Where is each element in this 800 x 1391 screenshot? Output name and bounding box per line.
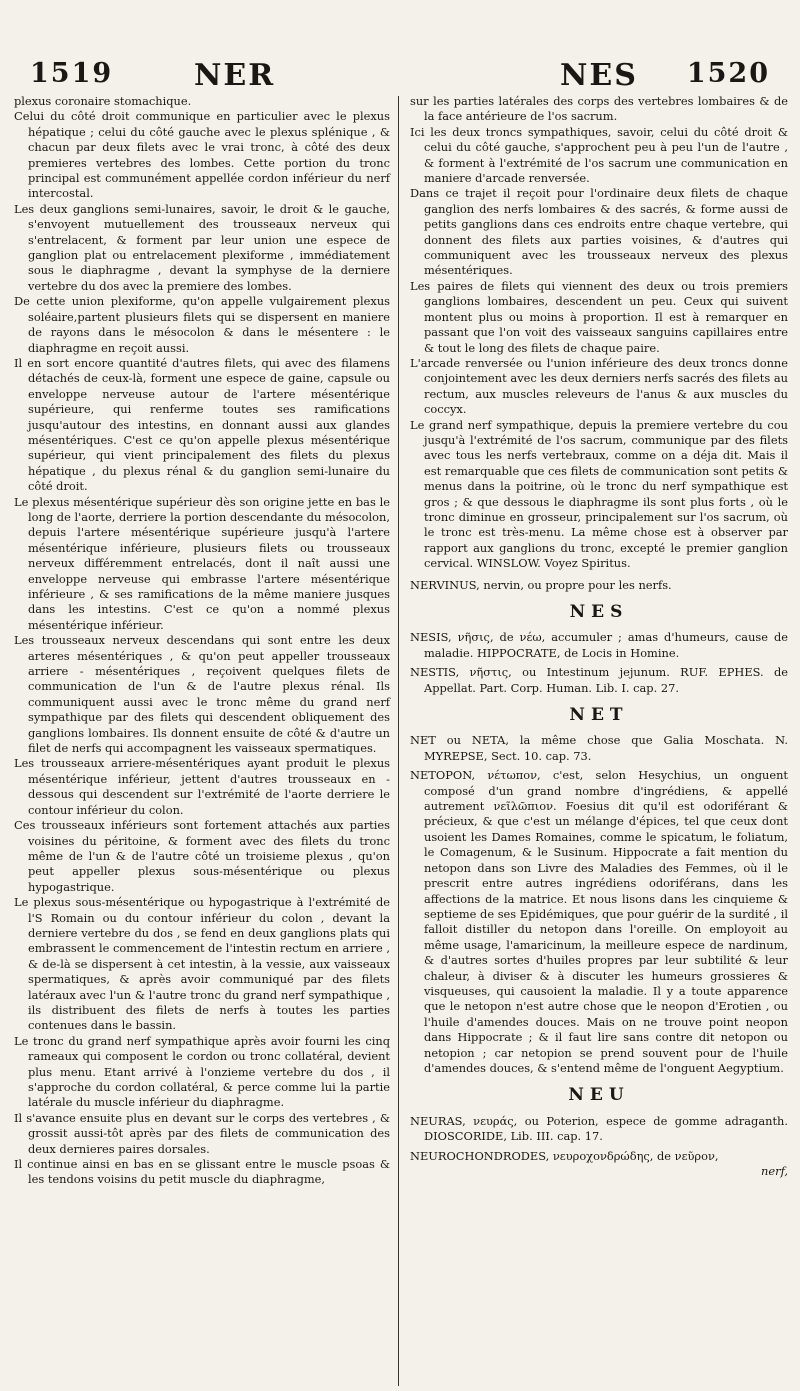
paragraph: Les trousseaux nerveux descendans qui sont entre les deux arteres mésentériques , & qu'on peut appeller trousseaux arriere - mésentériques , reçoivent quelques filets de communication de l'un & de l'autre plexus rénal. Ils communiquent aussi avec le tronc même du grand nerf sympathique par des filets qui descendent obliquement des ganglions lombaires. Ils donnent ensuite de côté & d'autre un filet de nerfs qui accompagnent les vaisseaux spermatiques.: [14, 633, 390, 756]
running-head-left: NER: [194, 58, 276, 93]
entry-nestis: NESTIS, νῆστις, ou Intestinum jejunum. RUF. EPHES. de Appellat. Part. Corp. Human. Lib. I. cap. 27.: [410, 665, 788, 695]
paragraph: De cette union plexiforme, qu'on appelle vulgairement plexus soléaire,partent plusieurs filets qui se dispersent en maniere de rayons dans le mésocolon & dans le mésentere : le diaphragme en reçoit aussi.: [14, 294, 390, 355]
entry-neuras: NEURAS, νευράς, ou Poterion, espece de gomme adraganth. DIOSCORIDE, Lib. III. cap. 17.: [410, 1113, 788, 1144]
entry-neurochondrodes: NEUROCHONDRODES, νευροχονδρώδης, de νεῦρον,: [410, 1148, 719, 1163]
paragraph: sur les parties latérales des corps des vertebres lombaires & de la face antérieure de l'os sacrum.: [410, 94, 788, 124]
paragraph: Les trousseaux arriere-mésentériques ayant produit le plexus mésentérique inférieur, jettent d'autres trousseaux en - dessous qui descendent sur l'extrémité de l'aorte derriere le contour inférieur du colon.: [14, 756, 390, 817]
paragraph: Ces trousseaux inférieurs sont fortement attachés aux parties voisines du péritoine, & forment avec des filets du tronc même de l'un & de l'autre côté un troisieme plexus , qu'on peut appeller plexus sous-mésentérique ou plexus hypogastrique.: [14, 818, 390, 894]
page-number-right: 1520: [686, 58, 770, 89]
column-divider: [398, 96, 399, 1386]
page-number-left: 1519: [30, 58, 114, 89]
paragraph: Le plexus sous-mésentérique ou hypogastrique à l'extrémité de l'S Romain ou du contour inférieur du colon , devant la derniere vertebre du dos , se fend en deux ganglions plats qui embrassent le commencement de l'intestin rectum en arriere , & de-là se dispersent à cet intestin, à la vessie, aux vaisseaux spermatiques, & après avoir communiqué par des filets latéraux avec l'un & l'autre tronc du grand nerf sympathique , ils distribuent des filets de nerfs à toutes les parties contenues dans le bassin.: [14, 895, 390, 1033]
paragraph: Les deux ganglions semi-lunaires, savoir, le droit & le gauche, s'envoyent mutuellement des trousseaux nerveux qui s'entrelacent, & forment par leur union une espece de ganglion plat ou entrelacement plexiforme , immédiatement sous le diaphragme , devant la symphyse de la derniere vertebre du dos avec la premiere des lombes.: [14, 201, 390, 293]
page-header: [22, 58, 778, 98]
right-column: [410, 94, 788, 1191]
paragraph: Il en sort encore quantité d'autres filets, qui avec des filamens détachés de ceux-là, forment une espece de gaine, capsule ou enveloppe nerveuse autour de l'artere mésentérique supérieure, qui renferme toutes ses ramifications jusqu'autour des intestins, en donnant aussi aux glandes mésentériques. C'est ce qu'on appelle plexus mésentérique supérieur, qui vient principalement des filets du plexus hépatique , du plexus rénal & du ganglion semi-lunaire du côté droit.: [14, 355, 390, 494]
section-heading-neu: NEU: [568, 1085, 630, 1106]
entry-net: NET ou NETA, la même chose que Galia Moschata. N. MYREPSE, Sect. 10. cap. 73.: [410, 733, 788, 763]
section-heading-net: NET: [569, 705, 629, 726]
entry-nesis: NESIS, νῆσις, de νέω, accumuler ; amas d'humeurs, cause de maladie. HIPPOCRATE, de Locis in Homine.: [410, 630, 788, 660]
paragraph: Il s'avance ensuite plus en devant sur le corps des vertebres , & grossit aussi-tôt après par des filets de communication des deux dernieres paires dorsales.: [14, 1110, 390, 1156]
left-column: [14, 94, 390, 1188]
paragraph: Les paires de filets qui viennent des deux ou trois premiers ganglions lombaires, descendent un peu. Ceux qui suivent montent plus ou moins à proportion. Il est à remarquer en passant que l'on voit des vaisseaux sanguins capillaires entre & tout le long des filets de chaque paire.: [410, 278, 788, 355]
paragraph: Le plexus mésentérique supérieur dès son origine jette en bas le long de l'aorte, derriere la portion descendante du mésocolon, depuis l'artere mésentérique supérieure jusqu'à l'artere mésentérique inférieure, plusieurs filets ou trousseaux nerveux différemment entrelacés, dont il naît aussi une enveloppe nerveuse qui embrasse l'artere mésentérique inférieure , & ses ramifications de la même maniere jusques dans les intestins. C'est ce qu'on a nommé plexus mésentérique inférieur.: [14, 494, 390, 632]
paragraph: Celui du côté droit communique en particulier avec le plexus hépatique ; celui du côté gauche avec le plexus splénique , & chacun par deux filets avec le vrai tronc, à côté des deux premieres vertebres des lombes. Cette portion du tronc principal est communément appellée cordon inférieur du nerf intercostal.: [14, 109, 390, 201]
entry-nervinus: NERVINUS, nervin, ou propre pour les nerfs.: [410, 577, 672, 592]
paragraph: Il continue ainsi en bas en se glissant entre le muscle psoas & les tendons voisins du petit muscle du diaphragme,: [14, 1157, 390, 1187]
paragraph: L'arcade renversée ou l'union inférieure des deux troncs donne conjointement avec les deux derniers nerfs sacrés des filets au rectum, aux muscles releveurs de l'anus & aux muscles du coccyx.: [410, 355, 788, 417]
paragraph: Ici les deux troncs sympathiques, savoir, celui du côté droit & celui du côté gauche, s'approchent peu à peu l'un de l'autre , & forment à l'extrémité de l'os sacrum une communication en maniere d'arcade renversée.: [410, 124, 788, 186]
section-heading-nes: NES: [569, 602, 629, 622]
running-head-right: NES: [560, 58, 638, 93]
paragraph: Le tronc du grand nerf sympathique après avoir fourni les cinq rameaux qui composent le cordon ou tronc collatéral, devient plus menu. Etant arrivé à l'onzieme vertebre du dos , il s'approche du cordon collatéral, & perce comme lui la partie latérale du muscle inférieur du diaphragme.: [14, 1033, 390, 1110]
paragraph: Le grand nerf sympathique, depuis la premiere vertebre du cou jusqu'à l'extrémité de l'os sacrum, communique par des filets avec tous les nerfs vertebraux, comme on a déja dit. Mais il est remarquable que ces filets de communication sont petits & menus dans la poitrine, où le tronc du nerf sympathique est gros ; & que dessous le diaphragme ils sont plus forts , où le tronc diminue en grosseur, principalement sur l'os sacrum, où le tronc est très-menu. La même chose est à observer par rapport aux ganglions du tronc, excepté le premier ganglion cervical. WINSLOW. Voyez Spiritus.: [410, 417, 788, 571]
entry-netopon: NETOPON, νέτωπον, c'est, selon Hesychius, un onguent composé d'un grand nombre d'ingrédiens, & appellé autrement νεῖλῶπιον. Foesius dit qu'il est odoriférant & précieux, & que c'est un mélange d'épices, tel que ceux dont usoient les Dames Romaines, comme le spicatum, le foliatum, le Comagenum, & le Susinum. Hippocrate a fait mention du netopon dans son Livre des Maladies des Femmes, où il le prescrit entre autres ingrédiens odoriférans, dans les affections de la matrice. Et nous lisons dans les cinquieme & septieme de ses Epidémiques, que pour guérir de la surdité , il falloit distiller du netopon dans l'oreille. On employoit au même usage, l'amaricinum, la meilleure espece de nardinum, & d'autres sortes d'huiles propres par leur subtilité & leur chaleur, à diviser & à discuter les humeurs grossieres & visqueuses, qui causoient la maladie. Il y a toute apparence que le netopon n'est autre chose que le neopon d'Erotien , ou l'huile d'amendes douces. Mais on ne trouve point neopon dans Hippocrate ; & il faut lire sans contre dit netopon ou netopion ; car netopion se prend souvent pour de l'huile d'amendes douces, & s'entend même de l'onguent Aegyptium.: [410, 768, 788, 1075]
paragraph: plexus coronaire stomachique.: [14, 94, 192, 108]
catchword: nerf,: [761, 1164, 788, 1178]
paragraph: Dans ce trajet il reçoit pour l'ordinaire deux filets de chaque ganglion des nerfs lombaires & des sacrés, & forme aussi de petits ganglions dans ces endroits entre chaque vertebre, qui donnent des filets aux parties voisines, & d'autres qui communiquent avec les trousseaux nerveux des plexus mésentériques.: [410, 186, 788, 278]
